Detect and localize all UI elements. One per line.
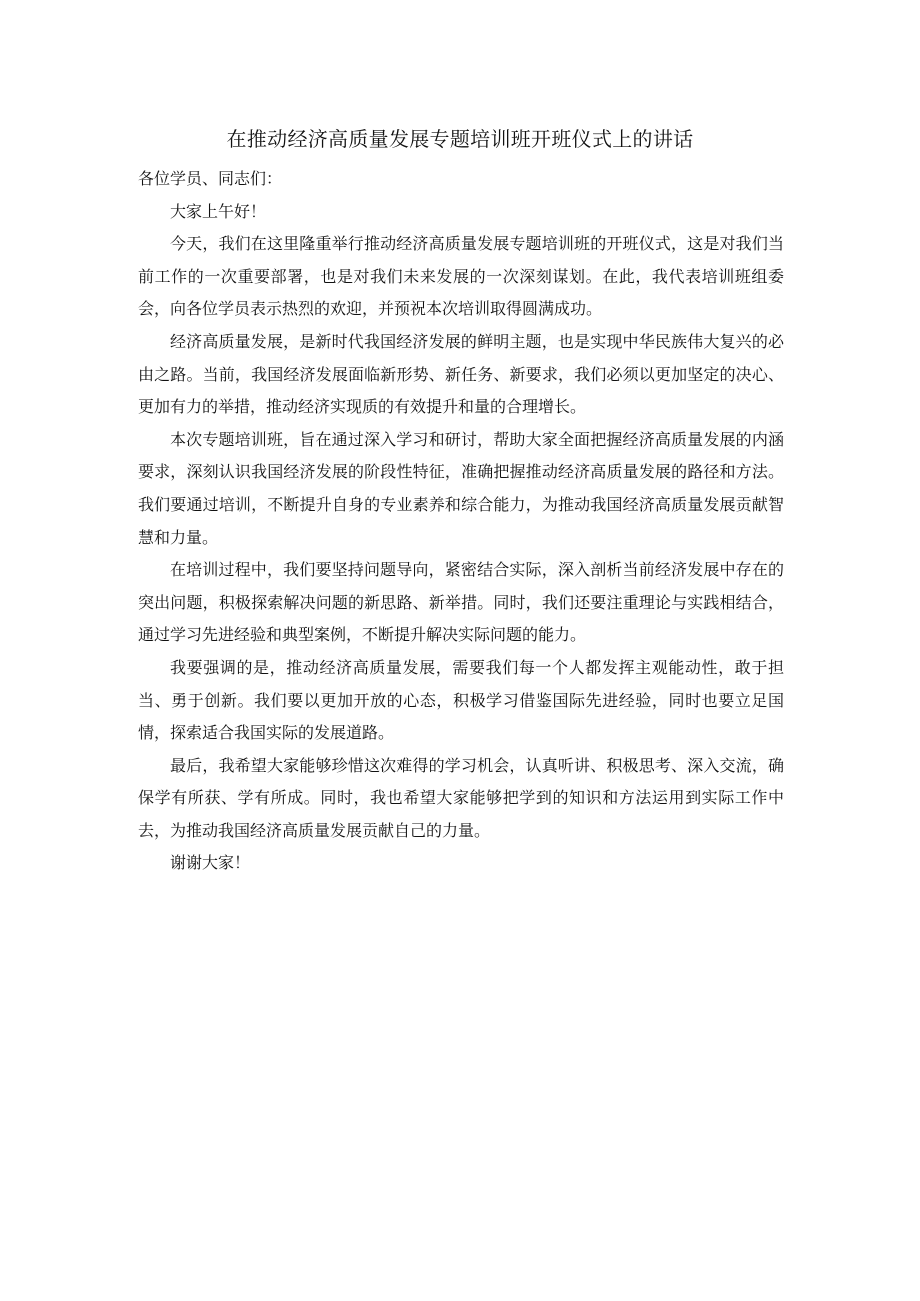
paragraph-purpose: 本次专题培训班，旨在通过深入学习和研讨，帮助大家全面把握经济高质量发展的内涵要求，深刻认识我国经济发展的阶段性特征，准确把握推动经济高质量发展的路径和方法。我们要通过培训，不断提升自身的专业素养和综合能力，为推动我国经济高质量发展贡献智慧和力量。: [138, 429, 784, 547]
document-title: 在推动经济高质量发展专题培训班开班仪式上的讲话: [226, 127, 694, 151]
paragraph-emphasis: 我要强调的是，推动经济高质量发展，需要我们每一个人都发挥主观能动性，敢于担当、勇于创新。我们要以更加开放的心态，积极学习借鉴国际先进经验，同时也要立足国情，探索适合我国实际的发展道路。: [138, 657, 784, 743]
paragraph-opening: 今天，我们在这里隆重举行推动经济高质量发展专题培训班的开班仪式，这是对我们当前工作的一次重要部署，也是对我们未来发展的一次深刻谋划。在此，我代表培训班组委会，向各位学员表示热烈的欢迎，并预祝本次培训取得圆满成功。: [138, 234, 784, 319]
paragraph-greeting: 大家上午好！: [170, 201, 267, 221]
paragraph-approach: 在培训过程中，我们要坚持问题导向，紧密结合实际，深入剖析当前经济发展中存在的突出问题，积极探索解决问题的新思路、新举措。同时，我们还要注重理论与实践相结合，通过学习先进经验和典型案例，不断提升解决实际问题的能力。: [138, 560, 784, 645]
paragraph-closing: 最后，我希望大家能够珍惜这次难得的学习机会，认真听讲、积极思考、深入交流，确保学有所获、学有所成。同时，我也希望大家能够把学到的知识和方法运用到实际工作中去，为推动我国经济高质量发展贡献自己的力量。: [138, 755, 784, 840]
speech-body: [138, 163, 784, 880]
salutation: 各位学员、同志们：: [138, 169, 283, 188]
paragraph-thanks: 谢谢大家！: [170, 853, 251, 873]
paragraph-theme: 经济高质量发展，是新时代我国经济发展的鲜明主题，也是实现中华民族伟大复兴的必由之路。当前，我国经济发展面临新形势、新任务、新要求，我们必须以更加坚定的决心、更加有力的举措，推动经济实现质的有效提升和量的合理增长。: [138, 331, 784, 417]
